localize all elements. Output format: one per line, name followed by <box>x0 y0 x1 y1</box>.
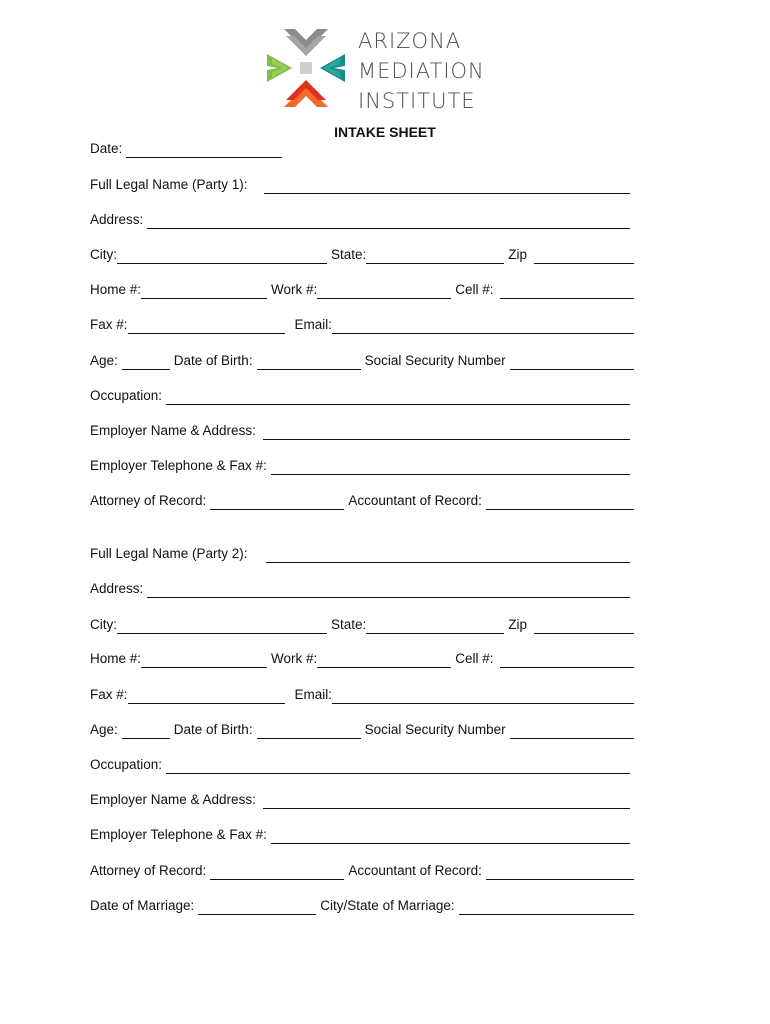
date-row <box>90 140 634 158</box>
party2-dob-label: Date of Birth: <box>173 722 253 737</box>
party1-phone-row <box>90 281 634 299</box>
party2-work-field[interactable] <box>317 653 451 668</box>
party2-address-label: Address: <box>90 581 144 596</box>
party2-accountant-label: Accountant of Record: <box>348 863 482 878</box>
party1-attorney-field[interactable] <box>210 495 344 510</box>
logo-mark-icon <box>264 26 348 110</box>
party1-work-label: Work #: <box>271 282 318 297</box>
date-label: Date: <box>90 141 123 156</box>
party1-age-row <box>90 352 634 370</box>
party1-email-label: Email: <box>294 317 333 332</box>
party1-work-field[interactable] <box>317 284 451 299</box>
party2-occupation-field[interactable] <box>166 759 630 774</box>
party1-attorney-label: Attorney of Record: <box>90 493 207 508</box>
party2-home-field[interactable] <box>141 653 267 668</box>
party1-fax-label: Fax #: <box>90 317 128 332</box>
party2-email-field[interactable] <box>332 689 634 704</box>
party2-zip-label: Zip <box>508 617 528 632</box>
party1-cell-label: Cell #: <box>455 282 494 297</box>
party1-address-row <box>90 211 634 229</box>
party2-employer-name-field[interactable] <box>263 794 630 809</box>
party2-age-row <box>90 721 634 739</box>
party2-employer-row <box>90 791 634 809</box>
party2-age-field[interactable] <box>122 724 170 739</box>
party1-name-label: Full Legal Name (Party 1): <box>90 177 248 192</box>
party1-city-field[interactable] <box>117 249 327 264</box>
party1-age-label: Age: <box>90 353 118 368</box>
arizona-mediation-institute-logo <box>264 26 514 113</box>
party1-cell-field[interactable] <box>500 284 634 299</box>
party2-email-label: Email: <box>294 687 333 702</box>
party1-home-field[interactable] <box>141 284 267 299</box>
party2-attorney-field[interactable] <box>210 865 344 880</box>
party1-fax-field[interactable] <box>128 319 285 334</box>
party2-employer-name-label: Employer Name & Address: <box>90 792 256 807</box>
party2-accountant-field[interactable] <box>486 865 634 880</box>
logo-line-1: ARIZONA <box>358 29 462 53</box>
party2-name-field[interactable] <box>266 548 630 563</box>
party2-zip-field[interactable] <box>534 619 634 634</box>
party1-employer-name-field[interactable] <box>263 425 630 440</box>
party2-ssn-field[interactable] <box>510 724 634 739</box>
party2-cell-field[interactable] <box>500 653 634 668</box>
party1-state-field[interactable] <box>366 249 504 264</box>
party1-dob-label: Date of Birth: <box>173 353 253 368</box>
party1-occupation-row <box>90 387 634 405</box>
party1-zip-label: Zip <box>508 247 528 262</box>
party2-employer-phone-row <box>90 826 634 844</box>
marriage-row <box>90 897 634 915</box>
party2-fax-row <box>90 686 634 704</box>
party1-name-field[interactable] <box>264 179 630 194</box>
logo-line-3: INSTITUTE <box>358 89 476 113</box>
party1-dob-field[interactable] <box>257 355 361 370</box>
party1-city-row <box>90 246 634 264</box>
party2-occupation-row <box>90 756 634 774</box>
party2-fax-field[interactable] <box>128 689 285 704</box>
party1-age-field[interactable] <box>122 355 170 370</box>
party1-employer-phone-label: Employer Telephone & Fax #: <box>90 458 267 473</box>
party1-occupation-field[interactable] <box>166 390 630 405</box>
party2-attorney-label: Attorney of Record: <box>90 863 207 878</box>
marriage-place-field[interactable] <box>459 900 634 915</box>
party2-phone-row <box>90 650 634 668</box>
page-title: INTAKE SHEET <box>334 124 436 140</box>
party1-employer-row <box>90 422 634 440</box>
party1-ssn-label: Social Security Number <box>364 353 506 368</box>
party1-accountant-field[interactable] <box>486 495 634 510</box>
party1-employer-phone-row <box>90 457 634 475</box>
party1-address-label: Address: <box>90 212 144 227</box>
party2-city-row <box>90 616 634 634</box>
party1-employer-phone-field[interactable] <box>271 460 630 475</box>
party1-occupation-label: Occupation: <box>90 388 163 403</box>
party2-work-label: Work #: <box>271 651 318 666</box>
party1-state-label: State: <box>331 247 367 262</box>
party1-zip-field[interactable] <box>534 249 634 264</box>
party2-name-row <box>90 545 634 563</box>
marriage-date-field[interactable] <box>198 900 316 915</box>
marriage-date-label: Date of Marriage: <box>90 898 195 913</box>
party1-email-field[interactable] <box>332 319 634 334</box>
party2-city-label: City: <box>90 617 117 632</box>
party2-name-label: Full Legal Name (Party 2): <box>90 546 248 561</box>
party1-fax-row <box>90 316 634 334</box>
party2-address-row <box>90 580 634 598</box>
party1-employer-name-label: Employer Name & Address: <box>90 423 256 438</box>
party2-counsel-row <box>90 862 634 880</box>
party1-counsel-row <box>90 492 634 510</box>
party1-address-field[interactable] <box>147 214 630 229</box>
date-field[interactable] <box>126 143 282 158</box>
marriage-place-label: City/State of Marriage: <box>320 898 455 913</box>
party2-fax-label: Fax #: <box>90 687 128 702</box>
party2-employer-phone-field[interactable] <box>271 829 630 844</box>
party2-state-field[interactable] <box>366 619 504 634</box>
party1-name-row <box>90 176 634 194</box>
party2-ssn-label: Social Security Number <box>364 722 506 737</box>
party1-city-label: City: <box>90 247 117 262</box>
party2-cell-label: Cell #: <box>455 651 494 666</box>
party2-city-field[interactable] <box>117 619 327 634</box>
party2-address-field[interactable] <box>147 583 630 598</box>
party1-accountant-label: Accountant of Record: <box>348 493 482 508</box>
logo-wordmark <box>358 26 485 116</box>
party2-dob-field[interactable] <box>257 724 361 739</box>
logo-line-2: MEDIATION <box>358 59 485 83</box>
party2-employer-phone-label: Employer Telephone & Fax #: <box>90 827 267 842</box>
party2-home-label: Home #: <box>90 651 142 666</box>
party2-state-label: State: <box>331 617 367 632</box>
party2-age-label: Age: <box>90 722 118 737</box>
party2-occupation-label: Occupation: <box>90 757 163 772</box>
party1-home-label: Home #: <box>90 282 142 297</box>
party1-ssn-field[interactable] <box>510 355 634 370</box>
